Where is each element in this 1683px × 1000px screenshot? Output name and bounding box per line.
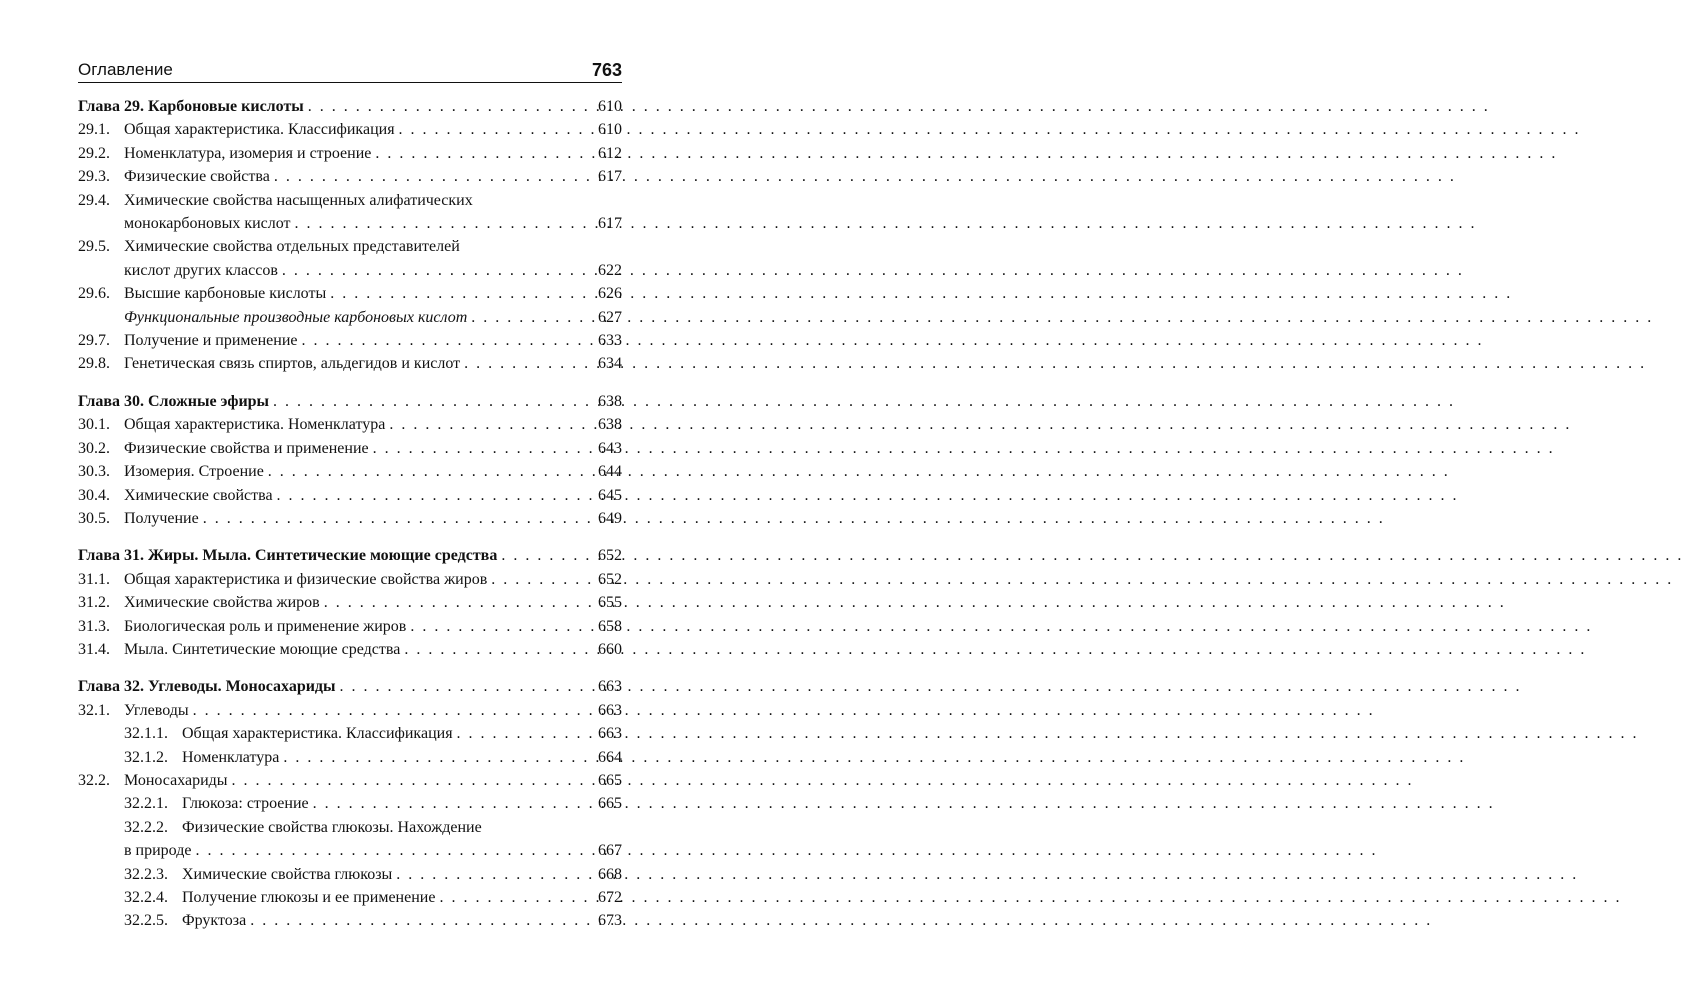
entry-title-cont: кислот других классов [124, 261, 278, 279]
section-entry [78, 282, 622, 305]
entry-number: 32.2.5. [124, 912, 168, 930]
leader-dots [385, 413, 598, 436]
section-entry [78, 118, 622, 141]
leader-dots [497, 544, 598, 567]
entry-page: 664 [598, 748, 622, 766]
entry-page: 667 [598, 842, 622, 860]
chapter-title [78, 390, 269, 413]
entry-page: 617 [598, 215, 622, 233]
chapter-heading [78, 95, 622, 118]
leader-dots [270, 165, 598, 188]
entry-title: Высшие карбоновые кислоты [124, 285, 327, 303]
chapter-heading [78, 390, 622, 413]
entry-title: Химические свойства насыщенных алифатических [124, 191, 473, 209]
entry-title: Номенклатура [182, 748, 280, 766]
section-entry [78, 329, 622, 352]
chapter-title [78, 675, 336, 698]
entry-title: Химические свойства глюкозы [182, 865, 393, 883]
entry-number: 30.1. [78, 416, 110, 434]
entry-number: 30.2. [78, 439, 110, 457]
leader-dots [309, 792, 598, 815]
section-entry [78, 437, 622, 460]
entry-page: 622 [598, 261, 622, 279]
leader-dots [400, 638, 598, 661]
entry-page: 655 [598, 594, 622, 612]
entry-number: 29.6. [78, 285, 110, 303]
page-number: 763 [591, 60, 622, 80]
chapter-title-text: Углеводы. Моносахариды [148, 678, 336, 696]
subsection-entry [78, 746, 622, 769]
entry-number: 29.7. [78, 332, 110, 350]
chapter-page: 610 [598, 98, 622, 115]
entry-page: 633 [598, 332, 622, 350]
entry-title: Функциональные производные карбоновых кислот [124, 308, 468, 326]
entry-page: 665 [598, 795, 622, 813]
section-entry [78, 189, 622, 212]
chapter-page: 663 [598, 678, 622, 696]
entry-number: 32.1.1. [124, 725, 168, 743]
entry-title: Получение глюкозы и ее применение [182, 889, 436, 906]
entry-page: 652 [598, 570, 622, 588]
entry-page: 663 [598, 701, 622, 719]
section-entry [78, 235, 622, 258]
entry-page: 610 [598, 121, 622, 139]
leader-dots [460, 352, 598, 375]
leader-dots [406, 615, 598, 638]
section-entry [78, 638, 622, 661]
chapter-group [78, 675, 622, 932]
entry-page: 617 [598, 168, 622, 186]
entry-title: Физические свойства и применение [124, 439, 369, 457]
entry-title: Биологическая роль и применение жиров [124, 617, 407, 635]
entry-page: 612 [598, 144, 622, 162]
chapter-group [78, 544, 622, 661]
entry-page: 663 [598, 725, 622, 743]
chapter-title-text: Карбоновые кислоты [148, 98, 304, 115]
leader-dots [336, 675, 598, 698]
section-entry [78, 165, 622, 188]
entry-number: 32.2.4. [124, 889, 168, 906]
entry-title: Моносахариды [124, 771, 228, 789]
entry-page: 626 [598, 285, 622, 303]
entry-page: 665 [598, 771, 622, 789]
leader-dots [189, 699, 598, 722]
entry-title: Глюкоза: строение [182, 795, 309, 813]
entry-number: 29.2. [78, 144, 110, 162]
leader-dots [369, 437, 598, 460]
leader-dots [326, 282, 598, 305]
chapter-group [78, 95, 622, 376]
leader-dots [273, 484, 598, 507]
entry-page: 645 [598, 486, 622, 504]
section-entry [78, 460, 622, 483]
chapter-number: Глава 32. [78, 678, 144, 696]
entry-number: 30.5. [78, 509, 110, 527]
leader-dots [228, 769, 598, 792]
entry-number: 31.3. [78, 617, 110, 635]
chapter-title [78, 544, 497, 567]
section-entry [78, 699, 622, 722]
entry-title: Физические свойства [124, 168, 270, 186]
section-entry [78, 769, 622, 792]
book-page [78, 58, 622, 947]
entry-number: 32.2.2. [124, 818, 168, 836]
leader-dots [304, 95, 598, 118]
entry-page: 634 [598, 355, 622, 373]
entry-number: 29.8. [78, 355, 110, 373]
leader-dots [467, 306, 598, 329]
chapter-number: Глава 31. [78, 547, 144, 565]
entry-number: 30.4. [78, 486, 110, 504]
subsection-entry [78, 863, 622, 886]
entry-title: Химические свойства [124, 486, 273, 504]
subsection-entry [78, 722, 622, 745]
entry-title: Мыла. Синтетические моющие средства [124, 640, 401, 658]
section-entry [78, 591, 622, 614]
entry-title: Физические свойства глюкозы. Нахождение [182, 818, 482, 836]
entry-number: 29.4. [78, 191, 110, 209]
entry-title: Химические свойства отдельных представителей [124, 238, 460, 256]
leader-dots [392, 863, 598, 886]
entry-continuation [78, 212, 622, 235]
entry-page: 658 [598, 617, 622, 635]
leader-dots [395, 118, 598, 141]
leader-dots [278, 259, 598, 282]
entry-title: Номенклатура, изомерия и строение [124, 144, 372, 162]
entry-number: 32.1. [78, 701, 110, 719]
running-title: Оглавление [78, 60, 173, 79]
leader-dots [453, 722, 598, 745]
subsection-entry [78, 816, 622, 839]
chapter-heading [78, 675, 622, 698]
section-entry [78, 352, 622, 375]
running-header [78, 58, 622, 83]
leader-dots [487, 568, 598, 591]
entry-number: 29.1. [78, 121, 110, 139]
entry-continuation [78, 259, 622, 282]
leader-dots [191, 839, 598, 862]
chapter-number: Глава 29. [78, 98, 144, 115]
entry-page: 644 [598, 463, 622, 481]
entry-title: Общая характеристика. Классификация [124, 121, 395, 139]
chapter-number: Глава 30. [78, 392, 144, 410]
chapter-heading [78, 544, 622, 567]
section-entry [78, 142, 622, 165]
entry-title: Химические свойства жиров [124, 594, 320, 612]
entry-page: 649 [598, 509, 622, 527]
section-entry [78, 306, 622, 329]
subsection-entry [78, 909, 622, 932]
entry-number: 32.1.2. [124, 748, 168, 766]
entry-continuation [78, 839, 622, 862]
entry-number: 30.3. [78, 463, 110, 481]
entry-page: 643 [598, 439, 622, 457]
leader-dots [279, 746, 598, 769]
chapter-title [78, 95, 304, 118]
table-of-contents [78, 95, 622, 933]
entry-number: 32.2.3. [124, 865, 168, 883]
entry-page: 672 [598, 889, 622, 906]
chapter-page: 638 [598, 392, 622, 410]
chapter-title-text: Сложные эфиры [148, 392, 270, 410]
section-entry [78, 615, 622, 638]
chapter-page: 652 [598, 547, 622, 565]
chapter-group [78, 390, 622, 530]
entry-number: 31.1. [78, 570, 110, 588]
leader-dots [298, 329, 598, 352]
leader-dots [291, 212, 598, 235]
entry-title: Общая характеристика. Классификация [182, 725, 453, 743]
entry-title-cont: монокарбоновых кислот [124, 215, 291, 233]
entry-page: 668 [598, 865, 622, 883]
entry-page: 673 [598, 912, 622, 930]
subsection-entry [78, 886, 622, 909]
entry-number: 29.5. [78, 238, 110, 256]
leader-dots [246, 909, 598, 932]
entry-page: 627 [598, 308, 622, 326]
chapter-title-text: Жиры. Мыла. Синтетические моющие средства [148, 547, 498, 565]
entry-title: Общая характеристика. Номенклатура [124, 416, 386, 434]
entry-number: 31.4. [78, 640, 110, 658]
entry-title: Фруктоза [182, 912, 247, 930]
entry-title: Общая характеристика и физические свойства жиров [124, 570, 488, 588]
section-entry [78, 568, 622, 591]
leader-dots [435, 886, 598, 909]
leader-dots [199, 507, 598, 530]
leader-dots [320, 591, 598, 614]
entry-title: Изомерия. Строение [124, 463, 264, 481]
section-entry [78, 507, 622, 530]
entry-title: Углеводы [124, 701, 189, 719]
leader-dots [264, 460, 598, 483]
entry-number: 29.3. [78, 168, 110, 186]
entry-title: Получение и применение [124, 332, 298, 350]
leader-dots [269, 390, 598, 413]
entry-title: Получение [124, 509, 199, 527]
section-entry [78, 484, 622, 507]
entry-page: 660 [598, 640, 622, 658]
leader-dots [371, 142, 598, 165]
entry-number: 31.2. [78, 594, 110, 612]
entry-page: 638 [598, 416, 622, 434]
subsection-entry [78, 792, 622, 815]
entry-number: 32.2. [78, 771, 110, 789]
entry-title-cont: в природе [124, 842, 192, 860]
section-entry [78, 413, 622, 436]
entry-title: Генетическая связь спиртов, альдегидов и кислот [124, 355, 461, 373]
entry-number: 32.2.1. [124, 795, 168, 813]
